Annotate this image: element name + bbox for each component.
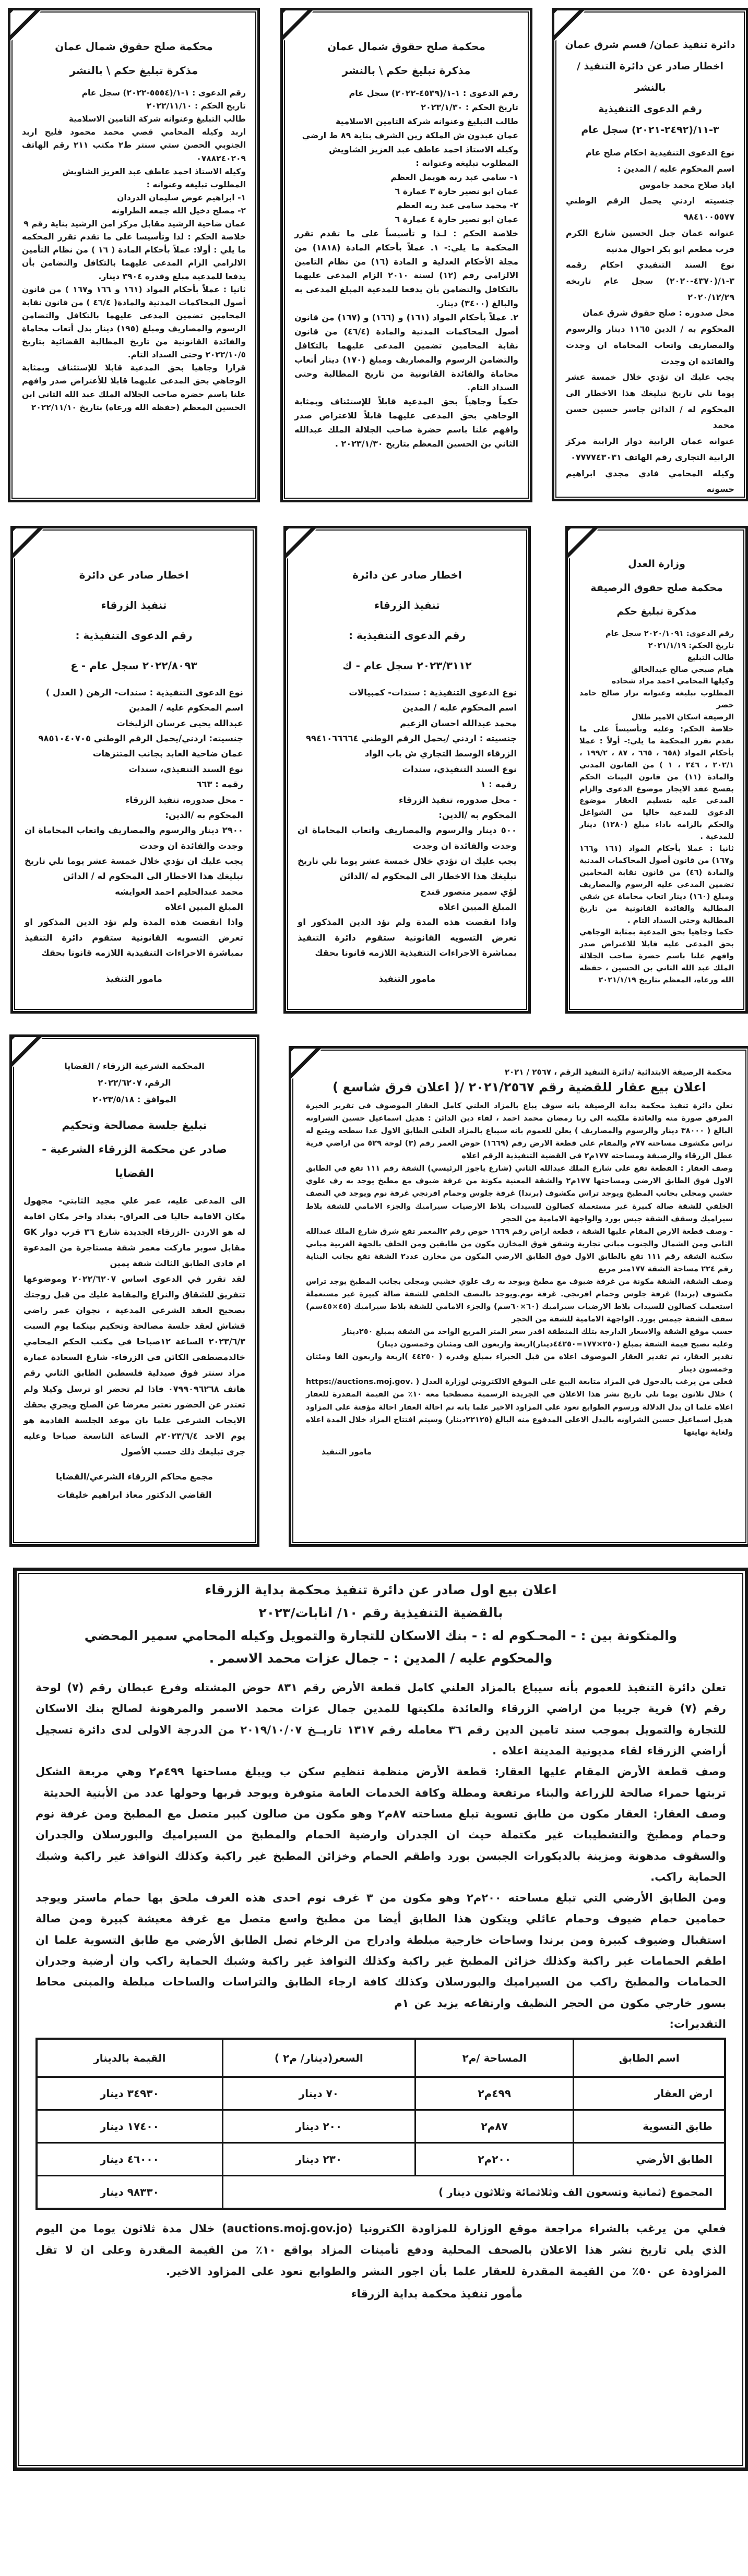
table-header-row <box>37 2039 725 2077</box>
notice-header <box>296 560 518 681</box>
notice-footer: مامور التنفيذ <box>105 974 162 985</box>
notice-body-line: تعلن دائرة تنفيذ محكمة بداية الرصيفة بانه سوف يباع بالمزاد العلني كامل العقار الموصوف في تقرير الخبرة المرفق صورة منه والعائدة ملكيته الى رنا رمضان محمد احمد ، لقاء دين الدائن : هديل اسماعيل حسين الشراونه البالغ ( ٣٨٠٠٠ دينار والرسوم والمصاريف ) يعلن للعموم بانه سيباع بالمزاد العلني الطابق الاول عدا سطحه ويتبع له تراس مكشوف مساحته ٧٧م والمقام على قطعة الارض رقم (١٦٦٩) حوض العمر رقم (٣) لوحة ٥٢٩ من اراضي قرية عطل الزرقاء والرصيفة ومساحته ١٧٧م٢ في القضية التنفيذية الرقم اعلاه <box>306 1102 733 1161</box>
notice-signature-line: مجمع محاكم الزرقاء الشرعي/القضايا <box>55 1471 213 1482</box>
notice-body-line: المطلوب تبليغه وعنوانه : <box>415 158 518 168</box>
table-cell: ارض العقار <box>574 2077 725 2110</box>
estimates-label: التقديرات: <box>669 2018 726 2030</box>
notice-body-line: خلاصة الحكم : لذا وتأسيسا على ما تقدم تقرر المحكمه ما يلي : أولا: عملاً بأحكام المادة ( ١٦ ) من نظام التأمين الالزامي الزام المدعى عليهما بالتكافل والتضامن بأن يدفعا للمدعية مبلغ وقدره ٣٩٠٤ دينار. <box>22 232 246 281</box>
table-row <box>37 2176 725 2209</box>
notice-body-line: نوع السند التنفيذي، سندات <box>402 764 517 774</box>
notice-body-line: جنسيته اردني يحمل الرقم الوطني ٩٨٤١٠٠٥٥٧٧ <box>566 196 734 222</box>
table-row <box>37 2077 725 2110</box>
notice-title-line: صادر عن محكمة الزرقاء الشرعية - <box>42 1143 227 1156</box>
notice-body-line: المبلغ المبين اعلاه <box>438 902 517 912</box>
notice-body-line: وكيله الاستاذ احمد عاطف عبد العزيز الشاويش <box>62 166 246 176</box>
notice-body <box>298 685 517 960</box>
notice-body <box>25 685 243 960</box>
notice-body-line: محل صدوره : صلح حقوق شرق عمان <box>582 308 734 318</box>
notice-signatures <box>12 1468 257 1504</box>
notice-kicker <box>25 1058 244 1108</box>
notice-body-line: ١- سامي عبد ربه هويمل العظم <box>390 172 518 183</box>
table-header-cell: السعر(دينار/ م٢ ) <box>222 2039 415 2077</box>
notice-justice-ministry-rusaifa <box>565 526 748 1014</box>
notice-header-line: اخطار صادر عن دائرة <box>352 569 462 581</box>
notice-body-line <box>566 498 734 501</box>
notice-body-line: وصف الشقة، الشقة مكونة من غرفة ضيوف مع مطبخ ويوجد به رف علوي خشبي ومجلى بجانب المطبخ يوجد تراس مكشوف (برندا) غرفة جلوس وحمام افرنجي. غرفة نوم.ويوجد بالنصف الخلفي للشقة صالة كبيرة غير مستعملة استعملت كصالون للسيدات بلاط الارضيات سيراميك (٦٠×٦٠سم) والجزء الامامي للشقة بلاط سيراميك (٤٥×٤٥سم) سقف الشقة جيمس بورد. الواجهة الامامية للشقة من الحجر <box>306 1277 733 1324</box>
notice-header-line: مذكرة تبليغ حكم \ بالنشر <box>342 64 471 77</box>
notice-body-line: نوع الدعوى التنفيذية : سندات- كمبيالات <box>349 688 517 697</box>
notice-body-line: خلاصة الحكم: وعليه وتأسيساً على ما تقدم تقرر المحكمة ما يلي:- أولاً : عملا بأحكام المواد (٦٥٨ ، ٦٦٥ ، ٨٧ ، ١٩٩/٢ ، ٢٠٢/١ ، ٢٤٦ ، ١ ) من القانون المدني والمادة (١١) من قانون البينات الحكم بفسخ عقد الايجار موضوع الدعوى والزام المدعى عليه بتسليم العقار موضوع الدعوى للمدعية خاليا من الشواغل والحكم بالزامه باداء مبلغ (١٢٨٠) دينار للمدعية . <box>579 725 734 841</box>
notice-body-line: وصف العقار : القطعة تقع على شارع الملك عبدالله الثاني (شارع ياجوز الرئيسي) الشقة رقم ١١١ تقع في الطابق الاول فوق الطابق الارضي ومساحتها ١٧٧م٢ والشقة المعنية مكونة من غرفة ضيوف مع مطبخ يوجد به رف علوي خشبي ومجلى بجانب المطبخ ويوجد تراس مكشوف (برندا) غرفة جلوس وحمام افرنجي غرفة نوم ويوجد في النصف الخلفي للشقة صالة كبيرة غير مستعملة كصالون للسيدات بلاط الارضيات سيراميك والجزء الامامي للشقة بلاط سيراميك وسقف الشقة جبس بورد والواجهة الامامية من الحجر <box>306 1164 733 1223</box>
notice-body-line: حكما وجاهيا بحق المدعية بمثابة الوجاهي بحق المدعى عليه قابلا للاعتراض صدر وافهم علنا باسم حضرة صاحب الجلالة الملك عبد الله الثاني بن الحسين ، حفظه الله ورعاه، المعظم بتاريخ ٢٠٢١/١/١٩ <box>579 928 734 985</box>
notice-body-line: قرارا وجاهيا بحق المدعية قابلا للإستئناف وبمثابة الوجاهي بحق المدعى عليهما قابلا للأعتراض صدر وافهم علنا باسم حضرة صاحب الجلالة الملك عبد الله الثاني ابن الحسين المعظم (حفظه الله ورعاه) بتاريخ ٢٠٢٢/١١/١٠ <box>22 363 246 412</box>
table-cell: طابق التسوية <box>574 2110 725 2143</box>
notice-body-line: الزرقاء الوسط التجاري ش باب الواد <box>364 749 517 759</box>
notice-footer: مامور التنفيذ <box>378 974 436 985</box>
notice-header-line: محكمة صلح حقوق شمال عمان <box>55 40 213 53</box>
notice-title: اعلان بيع عقار للقضية رقم ٢٠٢١/٢٥٦٧ /( اعلان فرق شاسع ) <box>333 1080 706 1094</box>
auction-paragraph: وصف قطعة الأرض المقام عليها العقار: قطعة الأرض منظمة تنظيم سكن ب ويبلغ مساحتها ٤٩٩م٢ وهي مربعة الشكل تربتها حمراء صالحة للزراعة والبناء مرتفعة ومطلة وكافة الخدمات العامة متوفرة ويوجد قربها وحولها عدد من الأبنية الحديثة <box>35 1765 726 1799</box>
notice-body-line: رقم الدعوى: ٢٠٢٠/١٠٩١ سجل عام <box>605 629 734 638</box>
notice-body-line: ٢- مصلح دخيل الله جمعه الطراونه <box>111 206 246 215</box>
notice-body-line: رقمه : ١ <box>480 779 517 790</box>
notice-header-line: رقم الدعوى التنفيذية : <box>348 629 466 642</box>
notice-body-line: فعلى من يرغب بالدخول في المزاد متابعة البيع على الموقع الالكتروني لوزارة العدل ( .https://auctions.moj.gov ) خلال ثلاثون يوما تلي تاريخ نشر هذا الاعلان في الجريدة الرسمية مصطحبا معه ١٠٪ من القيمة المقدرة للعقار اعلاه علما ان بدل الدلالة ورسوم الطوابع تعود على المزاود الاخير علما بانه تم احالة العقار احالة مؤقتة على المزاود هديل اسماعيل حسين الشراونه بالبدل الاعلى المدفوع منه البالغ (٢٢١٢٥دينار) وسيتم افتتاح المزاد خلال المدة اعلاه ولغاية نهايتها <box>306 1378 733 1437</box>
auction-paragraph: وصف العقار: العقار مكون من طابق تسوية تبلغ مساحته ٨٧م٢ وهو مكون من صالون كبير متصل مع المطبخ ومن غرفة نوم وحمام ومطبخ والتشطيبات غير مكتملة حيث ان الجدران وارضية الحمام والمطبخ من السيراميك والبورسلان والجدران والسقوف مدهونة ومزينة بالديكورات الجبسن بورد واطقم الحمام وخزائن المطبخ غير راكبة وكذلك النوافذ غير راكبة وشبك الحماية راكب. <box>35 1807 727 1883</box>
auction-title-line: والمحكوم عليه / المدين : - جمال عزات محمد الاسمر . <box>209 1651 553 1666</box>
notice-footer: مامور التنفيذ <box>321 1447 372 1456</box>
notice-body-line: - محل صدوره، تنفيذ الزرقاء <box>398 795 517 805</box>
notice-body-line: طالب التبليغ <box>687 653 734 662</box>
notice-body-line: ٥٠٠ دينار والرسوم والمصاريف واتعاب المحاماة ان وجدت والفائدة ان وجدت <box>298 825 517 851</box>
table-row <box>37 2110 725 2143</box>
notice-signature-line: القاضي الدكتور معاذ ابراهيم خليفات <box>57 1489 212 1500</box>
table-body <box>37 2077 725 2209</box>
notice-sharia-court-zarqa <box>9 1034 259 1547</box>
notice-kicker-line: الرقم، ٢٠٢٢/٦٢٠٧ <box>98 1078 171 1088</box>
notice-header <box>23 560 244 681</box>
notice-body-line: عمان ضاحية الرشيد مقابل مركز امن الرشيد بناية رقم ٩ <box>23 219 246 229</box>
notice-body-line: لؤي سمير منصور قندح <box>420 886 517 897</box>
notice-body-line: ثانيا : عملاً بأحكام المواد (١٦١ و ١٦٦ و١٦٧ ) من قانون أصول المحاكمات المدنية والمادة( ٤٦/٤ ) من قانون نقابة المحامين تضمين المدعى عليهما بالتكافل والتضامن الرسوم والمصاريف ومبلغ (١٩٥) دينار بدل أتعاب محاماة والفائدة القانونية من تاريخ المطالبة القضائية بتاريخ ٢٠٢٢/١٠/٥ وحتى السداد التام. <box>22 284 246 360</box>
table-cell: الطابق الأرضي <box>574 2143 725 2176</box>
notice-body-line: المبلغ المبين اعلاه <box>165 902 243 912</box>
notice-kicker-line: المحكمة الشرعية الزرقاء / القضايا <box>64 1061 205 1071</box>
notice-body-line: نوع الدعوى التنفيذية : سندات- الرهن ( العدل ) <box>45 688 243 697</box>
notice-body-line: محمد عبدالله احسان الزعيم <box>400 718 517 728</box>
notice-rusaifa-property-auction <box>289 1046 748 1547</box>
notice-body-line: اربد وكيله المحامي قصي محمد محمود فليح اربد الجنوبي الحصن ستي سنتر ط٢ مكتب ٢١١ رقم الهاتف ٠٧٨٨٢٤٠٢٠٩ <box>22 127 246 163</box>
notice-body-line: عمان ابو نصير حارة ٤ عمارة ٦ <box>395 214 518 224</box>
notice-header-line: مذكرة تبليغ حكم \ بالنشر <box>69 64 198 77</box>
notice-body-line: اسم المحكوم عليه / المدين : <box>617 163 734 174</box>
notice-kicker-line: الموافق : ٢٠٢٣/٥/١٨ <box>92 1094 176 1104</box>
notice-header-line: وزارة العدل <box>628 558 685 570</box>
notice-kicker: محكمة الرصيفة الابتدائية /دائرة التنفيذ الرقم ، ٢٥٦٧ / ٢٠٢١ <box>504 1067 732 1077</box>
notice-body-line: المحكوم به / الدين ١١٦٥ دينار والرسوم والمصاريف واتعاب المحاماة ان وجدت والفائدة ان وجدت <box>566 324 734 366</box>
notice-body <box>306 1100 733 1439</box>
notice-header-line: رقم الدعوى التنفيذية : <box>75 629 193 642</box>
notice-header-line: تنفيذ الزرقاء <box>374 599 440 611</box>
notice-body-line: طالب التبليغ وعنوانه شركة التامين الاسلامية <box>68 114 246 124</box>
notice-body-line: المحكوم به /الدين: <box>165 810 243 820</box>
auction-title-line: اعلان بيع اول صادر عن دائرة تنفيذ محكمة بداية الزرقاء <box>205 1582 557 1597</box>
notice-body <box>22 87 246 414</box>
notice-body-line: تاريخ الحكم : ٢٠٢٣/١/٣٠ <box>421 102 518 112</box>
estimates-table <box>35 2038 726 2210</box>
notice-header-line: ٢٠٢٣/٣١١٢ سجل عام - ك <box>342 659 472 672</box>
notice-body-line: جنسيته: اردني/يحمل الرقم الوطني ٩٨٥١٠٤٠٧٠٥ <box>38 733 243 744</box>
notice-zarqa-first-sale-auction <box>13 1568 748 2471</box>
notice-body-line: هيام صبحي صالح عبدالخالق <box>631 665 734 674</box>
auction-signature: مأمور تنفيذ محكمة بداية الزرقاء <box>351 2287 523 2300</box>
auction-paragraph: تعلن دائرة التنفيذ للعموم بأنه سيباع بالمزاد العلني كامل قطعة الأرض رقم ٨٣١ حوض المشتله وفرع عبطان رقم (٧) لوحة رقم (٧) قرية جريبا من اراضي الزرقاء والعائدة ملكيتها للمدين جمال عزات محمد الاسمر والمرهونة لصالح بنك الاسكان للتجارة والتمويل بموجب سند تامين الدين رقم ٣٦ معامله رقم ١٣١٧ تاريــخ ٢٠١٩/١٠/٠٧ من الدرجة الاولى لدى دائرة تسجيل أراضي الزرقاء لقاء مديونية المدينة اعلاه . <box>35 1681 726 1757</box>
notice-body-line: الى المدعى عليه، عمر علي مجيد الثابتي- مجهول مكان الاقامة حاليا في العراق- بغداد واخر مكان اقامة له هو الاردن -الزرقاء الجديدة شارع ٣٦ قرب دوار GK مقابل سوبر ماركت معمر شقة مستاجرة من المدعوة ام فادي الطابق الثالث شقة يمين <box>23 1195 245 1268</box>
table-cell: ١٧٤٠٠ دينار <box>37 2110 222 2143</box>
notice-title <box>12 1113 257 1186</box>
notice-body-line: محمد عبدالحليم احمد العوايشه <box>115 886 243 897</box>
notice-header <box>578 552 735 624</box>
notice-body-line: عمان ابو نصير حارة ٣ عمارة ٦ <box>395 186 518 197</box>
notice-exec-dept-east-amman <box>552 8 748 501</box>
notice-body-line: وكيله المحامي فادي مجدي ابراهيم حسونه <box>566 468 734 495</box>
auction-title-line: والمتكونة بين : - المحـكوم له : - بنك الاسكان للتجارة والتمويل وكيله المحامي سمير المحضي <box>84 1628 678 1643</box>
notice-body-line: تقدير العقار، تم تقدير العقار الموصوف اعلاه من قبل الخبراء بمبلغ وقدره ( ٤٤٢٥٠ )اربعة واربعون الفا ومئتان وخمسون دينار <box>306 1353 733 1374</box>
notice-header-line: دائرة تنفيذ عمان/ قسم شرق عمان <box>565 39 735 51</box>
notice-body-line: اياد صلاح محمد جاموس <box>639 179 734 190</box>
auction-title <box>35 1579 726 1670</box>
notice-body <box>566 145 734 501</box>
notice-header-line: محكمة صلح حقوق الرصيفة <box>590 582 723 594</box>
table-header-cell: اسم الطابق <box>574 2039 725 2077</box>
notice-body-line: حكماً وجاهياً بحق المدعية قابلاً للإستئناف وبمثابة الوجاهي بحق المدعى عليهما قابلاً للاعتراض صدر وافهم علنا باسم حضرة صاحب الجلالة الملك عبدالله الثاني بن الحسين المعظم بتاريخ ٢٠٢٣/١/٣٠ . <box>294 396 518 449</box>
table-cell: ٧٠ دينار <box>222 2077 415 2110</box>
table-cell: المجموع (ثمانية وتسعون الف وثلاثمائة وثلاثون دينار ) <box>222 2176 725 2209</box>
notice-body-line: ٢- محمد سامي عبد ربه العظم <box>396 200 518 210</box>
notice-body-line: عمان ضاحية العابد بجانب المتنزهات <box>92 749 243 759</box>
notice-body-line: طالب التبليغ وعنوانه شركة التامين الاسلامية <box>335 116 518 126</box>
notice-body-line: نوع الدعوى التنفيذية احكام صلح عام <box>586 148 734 158</box>
notice-body-line: تاريخ الحكم : ٢٠٢٢/١١/١٠ <box>146 101 246 111</box>
notice-body-line: عبدالله يحيى عرسان الزليخات <box>116 718 243 728</box>
notice-north-amman-court-4539 <box>280 8 532 502</box>
notice-body-line: ٢٩٠٠ دينار والرسوم والمصاريف واتعاب المحاماة ان وجدت والفائدة ان وجدت <box>25 825 243 851</box>
notice-body-line: - وصف قطعة الارض المقام عليها الشقة ، قطعة اراض رقم ١٦٦٩ حوض رقم ٢المعمر تقع شرق شارع الملك عبدالله الثاني ومن الشمال والجنوب مباني تجارية وشقق فوق المخازن مكون من طابقين ومن الخلف بالجهة الغربية مباني سكنية الشقة رقم ١١١ تقع بالطابق الاول فوق الطابق الارضي المكون من مخازن عدد٢ الشقة تقع بجانب البناية رقم ٢٢٤ مساحة الشقة ١٧٧متر مربع <box>306 1227 733 1273</box>
notice-header-line: اخطار صادر عن دائرة <box>79 569 189 581</box>
notice-body-line: اسم المحكوم عليه / المدين <box>402 703 517 713</box>
table-header-cell: المساحة /م٢ <box>415 2039 573 2077</box>
notice-body-line: يجب عليك ان تؤدي خلال خمسة عشر يوما تلي تاريخ تبليغك هذا الاخطار الى المحكوم له / الدائن جاسر حسين حسن محمد <box>566 372 734 430</box>
notice-header-line: محكمة صلح حقوق شمال عمان <box>327 40 485 53</box>
notice-body-line: يجب عليك ان تؤدي خلال خمسة عشر يوما تلي تاريخ تبليغك هذا الاخطار الى المحكوم له / الدائن <box>25 856 243 882</box>
notice-north-amman-court-5554 <box>8 8 260 502</box>
table-cell: ٢٠٠ دينار <box>222 2110 415 2143</box>
notice-body-line: واذا انقضت هذه المدة ولم تؤد الدين المذكور او تعرض التسويه القانونية ستقوم دائرة التنفيذ بمباشرة الاجراءات التنفيذية اللازمه قانونا بحقك <box>298 917 517 958</box>
notice-header-line: رقم الدعوى التنفيذية ٣-١١/(٢٤٩٢-٢٠٢١) سجل عام <box>581 103 719 136</box>
notice-body-line: جنسيته : اردني /يحمل الرقم الوطني ٩٩٤١٠٦٦٦٦٤ <box>305 733 517 744</box>
notice-body <box>579 628 734 986</box>
table-cell: ٩٨٣٣٠ دينار <box>37 2176 222 2209</box>
notice-header-line: ٢٠٢٢/٨٠٩٣ سجل عام - ع <box>70 659 197 672</box>
table-cell: ٤٦٠٠٠ دينار <box>37 2143 222 2176</box>
notice-body-line: عمان عبدون ش الملكة زين الشرف بناية ٨٩ ط ارضي <box>302 130 518 140</box>
auction-content <box>35 1579 726 2460</box>
notice-body-line: عنوانه عمان جبل الحسين شارع الكرم قرب مطعم ابو بكر احوال مدنية <box>566 227 734 254</box>
notice-body-line: وعليه تصبح قيمة الشقة بمبلغ (٢٥٠×١٧٧=٤٤٢٥٠دينار)اربعة واربعون الف ومئتان وخمسون دينار) <box>376 1340 733 1349</box>
notice-header-line: تنفيذ الزرقاء <box>101 599 167 611</box>
notice-body-line: المحكوم به /الدين: <box>438 810 517 820</box>
notice-body-line: حسب موقع الشقة والاسعار الدارجة بتلك المنطقة اقدر سعر المتر المربع الواحد من الشقة بمبلغ ٢٥٠دينار <box>342 1328 733 1337</box>
table-header-cell: القيمة بالدينار <box>37 2039 222 2077</box>
notice-body-line: عنوانه عمان الرابية دوار الرابية مركز الرابية التجاري رقم الهاتف ٠٧٧٧٧٤٣٠٣١ <box>566 436 734 462</box>
notice-body-line: نوع السند التنفيذي احكام رقمه ٣-١/(٤٣٧٠-٢٠٢٠) سجل عام تاريخه ٢٠٢٠/١٢/٢٩ <box>566 260 734 302</box>
notice-header-line: اخطار صادر عن دائرة التنفيذ / بالنشر <box>576 60 724 93</box>
table-cell: ٨٧م٢ <box>415 2110 573 2143</box>
notice-body-line: رقم الدعوى : ١-١/(٥٥٥٤-٢٠٢٢) سجل عام <box>81 88 246 98</box>
notice-body-line: الرصيفة اسكان الامير طلال <box>631 713 734 722</box>
auction-paragraph: ومن الطابق الأرضي التي تبلغ مساحته ٢٠٠م٢ وهو مكون من ٣ غرف نوم احدى هذه الغرف ملحق بها حمام ماستر ويوجد حمامين حمام ضيوف وحمام عائلي ويتكون هذا الطابق أيضا من مطبخ واسع متصل مع غرفة معيشة كبيرة ومن صالة استقبال وضيوف كبيرة ومن برندا وساحات خارجية مبلطة وادراج من الرخام تصل الطابق الأرضي مع طابق التسوية علما ان اطقم الحمامات غير راكبة وكذلك خزائن المطبخ غير راكبة وكذلك النوافذ غير راكبة وشبك الحماية راكب وان أرضية وجدران الحمامات والمطبخ راكب من السيراميك والبورسلان وكذلك كافة ارجاء الطابق والتراسات والساحات مبلطة والمبنى محاط بسور خارجي مكون من الحجر النظيف وارتفاعه يزيد عن ١م <box>35 1892 726 2009</box>
notice-header <box>565 34 735 141</box>
auction-body <box>35 1677 726 2014</box>
notice-body-line: رقمه : ٦٦٣ <box>196 779 243 790</box>
notice-body-line: وكيلها المحامي احمد مراد شحاده <box>611 677 734 686</box>
notice-title-line: القضايا <box>115 1167 154 1180</box>
table-cell: ٢٣٠ دينار <box>222 2143 415 2176</box>
notice-body-line: - محل صدوره، تنفيذ الزرقاء <box>125 795 243 805</box>
notice-body-line: اسم المحكوم عليه / المدين <box>129 703 243 713</box>
notice-body-line: ١- ابراهيم عوض سليمان الدردان <box>117 192 246 202</box>
notice-body-line: نوع السند التنفيذي، سندات <box>128 764 243 774</box>
auction-title-line: بالقضية التنفيذية رقم ١٠/ انابات/٢٠٢٣ <box>258 1605 503 1620</box>
notice-title-line: تبليغ جلسة مصالحة وتحكيم <box>62 1119 207 1131</box>
notice-body-line: المطلوب تبليغه وعنوانه : <box>146 179 246 189</box>
notice-body-line: ٢. عملاً بأحكام المواد (١٦١) و (١٦٦) و (١٦٧) من قانون أصول المحاكمات المدنية والمادة (٤٦/٤) من قانون نقابة المحامين تضمين المدعى عليهما بالتكافل والتضامن الرسوم والمصاريف ومبلغ (١٧٠) دينار أتعاب محاماة والفائدة القانونية من تاريخ المطالبة وحتى السداد التام. <box>294 312 519 393</box>
notice-header <box>21 34 247 82</box>
notice-body-line: واذا انقضت هذه المدة ولم تؤد الدين المذكور او تعرض التسويه القانونية ستقوم دائرة التنفيذ بمباشرة الاجراءات التنفيذية اللازمه قانونا بحقك <box>25 917 243 958</box>
notice-body-line: ثانيا : عملا بأحكام المواد (١٦١ و١٦٦ و١٦٧) من قانون أصول المحاكمات المدنية والمادة (٤٦) من قانون نقابة المحامين تضمين المدعى عليه الرسوم والمصاريف ومبلغ (١٦٠) دينار اتعاب محاماة عن شقي المطالبة والفائدة القانونية من تاريخ المطالبة وحتى السداد التام . <box>579 845 734 925</box>
notice-body-line: يجب عليك ان تؤدي خلال خمسة عشر يوما تلي تاريخ تبليغك هذا الاخطار الى المحكوم له /الدائن <box>298 856 517 882</box>
notice-body-line: وكيله الاستاذ احمد عاطف عبد العزيز الشاويش <box>329 144 518 154</box>
notice-body <box>294 87 518 451</box>
table-cell: ٣٤٩٣٠ دينار <box>37 2077 222 2110</box>
notice-body <box>23 1193 245 1460</box>
notice-body-line: رقم الدعوى : ١-١/(٤٥٣٩-٢٠٢٢) سجل عام <box>349 88 518 98</box>
table-cell: ٢٠٠م٢ <box>415 2143 573 2176</box>
notice-body-line: المطلوب تبليغه وعنوانه نزار صالح حامد خضر <box>579 689 734 710</box>
notice-body-line: تاريخ الحكم: ٢٠٢١/١/١٩ <box>648 641 734 650</box>
notice-body-line: خلاصة الحكم : لـذا و تأسيساً على ما تقدم تقرر المحكمة ما يلي:- ١. عملاً بأحكام المادة (١٨١٨) من مجلة الأحكام العدلية و المادة (١٦) من نظام التامين الالزامي رقم (١٢) لسنة ٢٠١٠ الزام المدعى عليهما بالتكافل والتضامن بأن يدفعا للمدعية المبلغ المدعى به والبالغ (٣٤٠٠) دينار. <box>294 228 519 309</box>
table-row <box>37 2143 725 2176</box>
notice-zarqa-exec-8093 <box>10 526 257 1014</box>
notice-header-line: مذكرة تبليغ حكم <box>616 606 697 618</box>
notice-body-line: لقد تقرر في الدعوى اساس ٢٠٢٢/٦٢٠٧ وموضوعها تتفريق للشقاق والنزاع والمقامة عليك من قبل زوجتك بصحيح العقد الشرعي المدعية ، نجوان عمر راضي قشاش لعقد جلسة مصالحة وتحكيم بينكما يوم السبت ٢٠٢٣/٦/٣ الساعة ١٢صباحا في مكتب الحكم المحامي خالدمصطفى الكائن في الزرقاء- شارع السعادة عمارة مراد سنتر فوق صيدلية فلسطين الطابق الثاني رقم هاتف ٠٧٩٩٠٩٦٢٦٨ فاذا لم تحضر او ترسل وكيلا ولم تعتذر عن الحضور تعتبر معرضا عن الصلح ويجري بحقك الايجاب الشرعي علما بان موعد الجلسة القادمة هو يوم الاحد ٢٠٢٣/٦/٤م الساعة التاسعة صباحا وعليه جرى تبليغك ذلك حسب الأصول <box>23 1273 246 1456</box>
auction-closing-paragraph: فعلي من يرغب بالشراء مراجعة موقع الوزارة للمزاودة الكترونيا (auctions.moj.gov.jo) خلال مدة ثلاثون يوما من اليوم الذي يلي تاريخ نشر هذا الاعلان بالصحف المحلية ودفع تأمينات المزاد بواقع ١٠٪ من القيمة المقدرة وعلى ان لا تقل المزاودة عن ٥٠٪ من القيمة المقدرة للعقار علما بأن اجور النشر والطوابع تعود على المزاود الاخير. <box>35 2222 727 2278</box>
notice-zarqa-exec-3112 <box>283 526 531 1014</box>
table-cell: ٤٩٩م٢ <box>415 2077 573 2110</box>
notice-header <box>293 34 519 82</box>
